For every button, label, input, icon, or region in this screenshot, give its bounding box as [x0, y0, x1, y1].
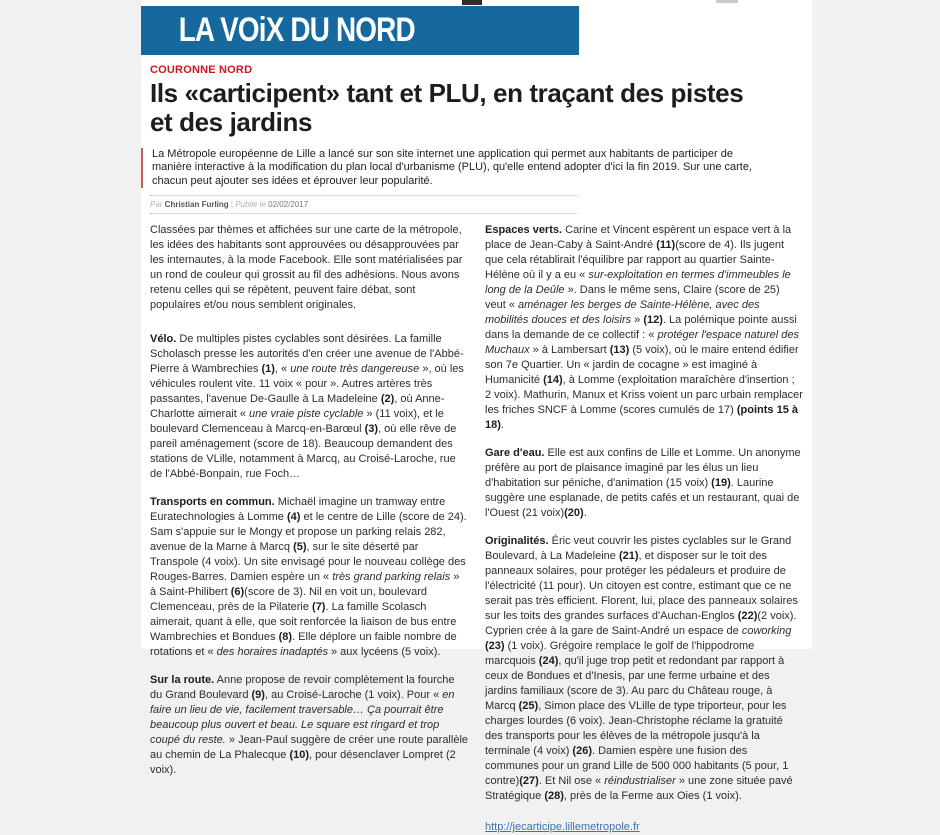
article-paragraph: Transports en commun. Michaël imagine un tramway entre Euratechnologies à Lomme (4) et le centre de Lille (score de 24). Sam s'appuie sur le Mongy et propose un parking relais 282, avenue de la Marne à Marcq (5), sur le site déserté par Transpole (4 voix). Un site envisagé pour le nouveau collège des Rouges-Barres. Damien espère un « très grand parking relais » à Saint-Philibert (6)(score de 3). Nil en voit un, boulevard Clemenceau, près de la Pilaterie (7). La famille Scolasch aimerait, quant à elle, que soit renforcée la liaison de bus entre Wambrechies et Bondues (8). Elle déplore un faible nombre de rotations et « des horaires inadaptés » aux lycéens (5 voix). — [150, 496, 467, 659]
screenshot-artifact — [462, 0, 482, 5]
article-paragraph: Vélo. De multiples pistes cyclables sont désirées. La famille Scholasch presse les autorités d'en créer une avenue de l'Abbé-Pierre à Wambrechies (1), « une route très dangereuse », où les véhicules roulent vite. 11 voix « pour ». Autres artères très passantes, l'avenue De-Gaulle à La Madeleine (2), où Anne-Charlotte aimerait « une vraie piste cyclable » (11 voix), et le boulevard Clemenceau à Marcq-en-Barœul (3), où elle rêve de pareil aménagement (score de 18). Beaucoup demandent des stations de VLille, notamment à Marcq, au Croisé-Laroche, rue de l'Abbé-Bonpain, rue Foch… — [150, 333, 464, 481]
jecarticipe-link[interactable]: http://jecarticipe.lillemetropole.fr — [485, 821, 640, 834]
screenshot-artifact — [716, 0, 738, 3]
section-kicker: COURONNE NORD — [150, 64, 253, 76]
article-paragraph: Gare d'eau. Elle est aux confins de Lille et Lomme. Un anonyme préfère au port de plaisance imaginé par les élus un lieu d'habitation sur péniche, d'animation (15 voix) (19). Laurine suggère une esplanade, de petits cafés et un restaurant, quai de l'Ouest (21 voix)(20). — [485, 447, 801, 520]
article-headline: Ils «carticipent» tant et PLU, en traçant des pistes et des jardins — [150, 78, 744, 138]
la-voix-du-nord-logo: LA VOiX DU NORD — [178, 11, 415, 49]
article-paragraph: Originalités. Éric veut couvrir les pistes cyclables sur le Grand Boulevard, à La Madeleine (21), et disposer sur le toit des panneaux solaires, pour protéger les pédaleurs et produire de l'électricité (11 pour). Un citoyen est contre, estimant que ce ne serait pas très efficient. Florent, lui, place des panneaux solaires sur les toits des grandes surfaces d'Auchan-Englos (22)(2 voix). Cyprien crée à la gare de Saint-André un espace de coworking (23) (1 voix). Grégoire remplace le golf de l'hippodrome marcquois (24), qu'il juge trop petit et redondant par rapport à ceux de Bondues et d'Inesis, par une ferme urbaine et des jardins familiaux (score de 3). Au parc du Château rouge, à Marcq (25), Simon place des VLille de type triporteur, pour les charges lourdes (6 voix). Jean-Christophe réclame la gratuité des transports pour les élèves de la métropole jusqu'à la terminale (4 voix) (26). Damien espère une fusion des communes pour un grand Lille de 500 000 habitants (5 pour, 1 contre)(27). Et Nil ose « réindustrialiser » une zone située pavé Stratégique (28), près de la Ferme aux Oies (1 voix). — [485, 535, 798, 803]
article-standfirst: La Métropole européenne de Lille a lancé sur son site internet une application qui permet aux habitants de participer de manière interactive à la modification du plan local d'urbanisme (PLU), qu'elle entend adopter d'ici la fin 2019. Sur une carte, chacun peut ajouter ses idées et éprouver leur popularité. — [141, 148, 760, 189]
article-page — [141, 0, 812, 834]
byline-separator: | — [228, 200, 236, 210]
article-body — [141, 214, 812, 835]
article-paragraph: Classées par thèmes et affichées sur une carte de la métropole, les idées des habitants sont approuvées ou désapprouvées par les internautes, à la mode Facebook. Elle sont matérialisées par un rond de couleur qui grossit au fil des adhésions. Nous avons retenu celles qui se répètent, peuvent faire débat, sont populaires et/ou nous semblent originales. — [150, 224, 463, 312]
article-byline — [141, 196, 812, 213]
article-right-column — [485, 223, 803, 835]
article-paragraph: Sur la route. Anne propose de revoir complètement la fourche du Grand Boulevard (9), au Croisé-Laroche (1 voix). Pour « en faire un lieu de vie, facilement traversable… Ça pourrait être beaucoup plus ouvert et beau. Le square est ringard et trop coupé du reste. » Jean-Paul suggère de créer une route parallèle au chemin de La Phalecque (10), pour désenclaver Lompret (2 voix). — [150, 674, 468, 777]
byline-published-label: Publié le — [235, 200, 269, 210]
byline-author: Christian Furling — [164, 200, 229, 210]
masthead-banner — [141, 6, 579, 55]
article-left-column — [150, 223, 468, 835]
byline-date: 02/02/2017 — [268, 200, 309, 210]
article-paragraph: Espaces verts. Carine et Vincent espèrent un espace vert à la place de Jean-Caby à Saint-André (11)(score de 4). Ils jugent que cela rétablirait l'équilibre par rapport au quartier Sainte-Hélène où il y a eu « sur-exploitation en termes d'immeubles le long de la Deûle ». Dans le même sens, Claire (score de 25) veut « aménager les berges de Sainte-Hélène, avec des mobilités douces et des loisirs » (12). La polémique pointe aussi dans la demande de ce collectif : « protéger l'espace naturel des Muchaux » à Lambersart (13) (5 voix), où le maire entend édifier son 7e Quartier. Un « jardin de cocagne » est imaginé à Humanicité (14), à Lomme (exploitation maraîchère d'insertion ; 2 voix). Mathurin, Manux et Kriss voient un parc urbain remplacer les friches SNCF à Lomme (scores cumulés de 17) (points 15 à 18). — [485, 224, 803, 432]
byline-prefix: Par — [150, 200, 165, 210]
